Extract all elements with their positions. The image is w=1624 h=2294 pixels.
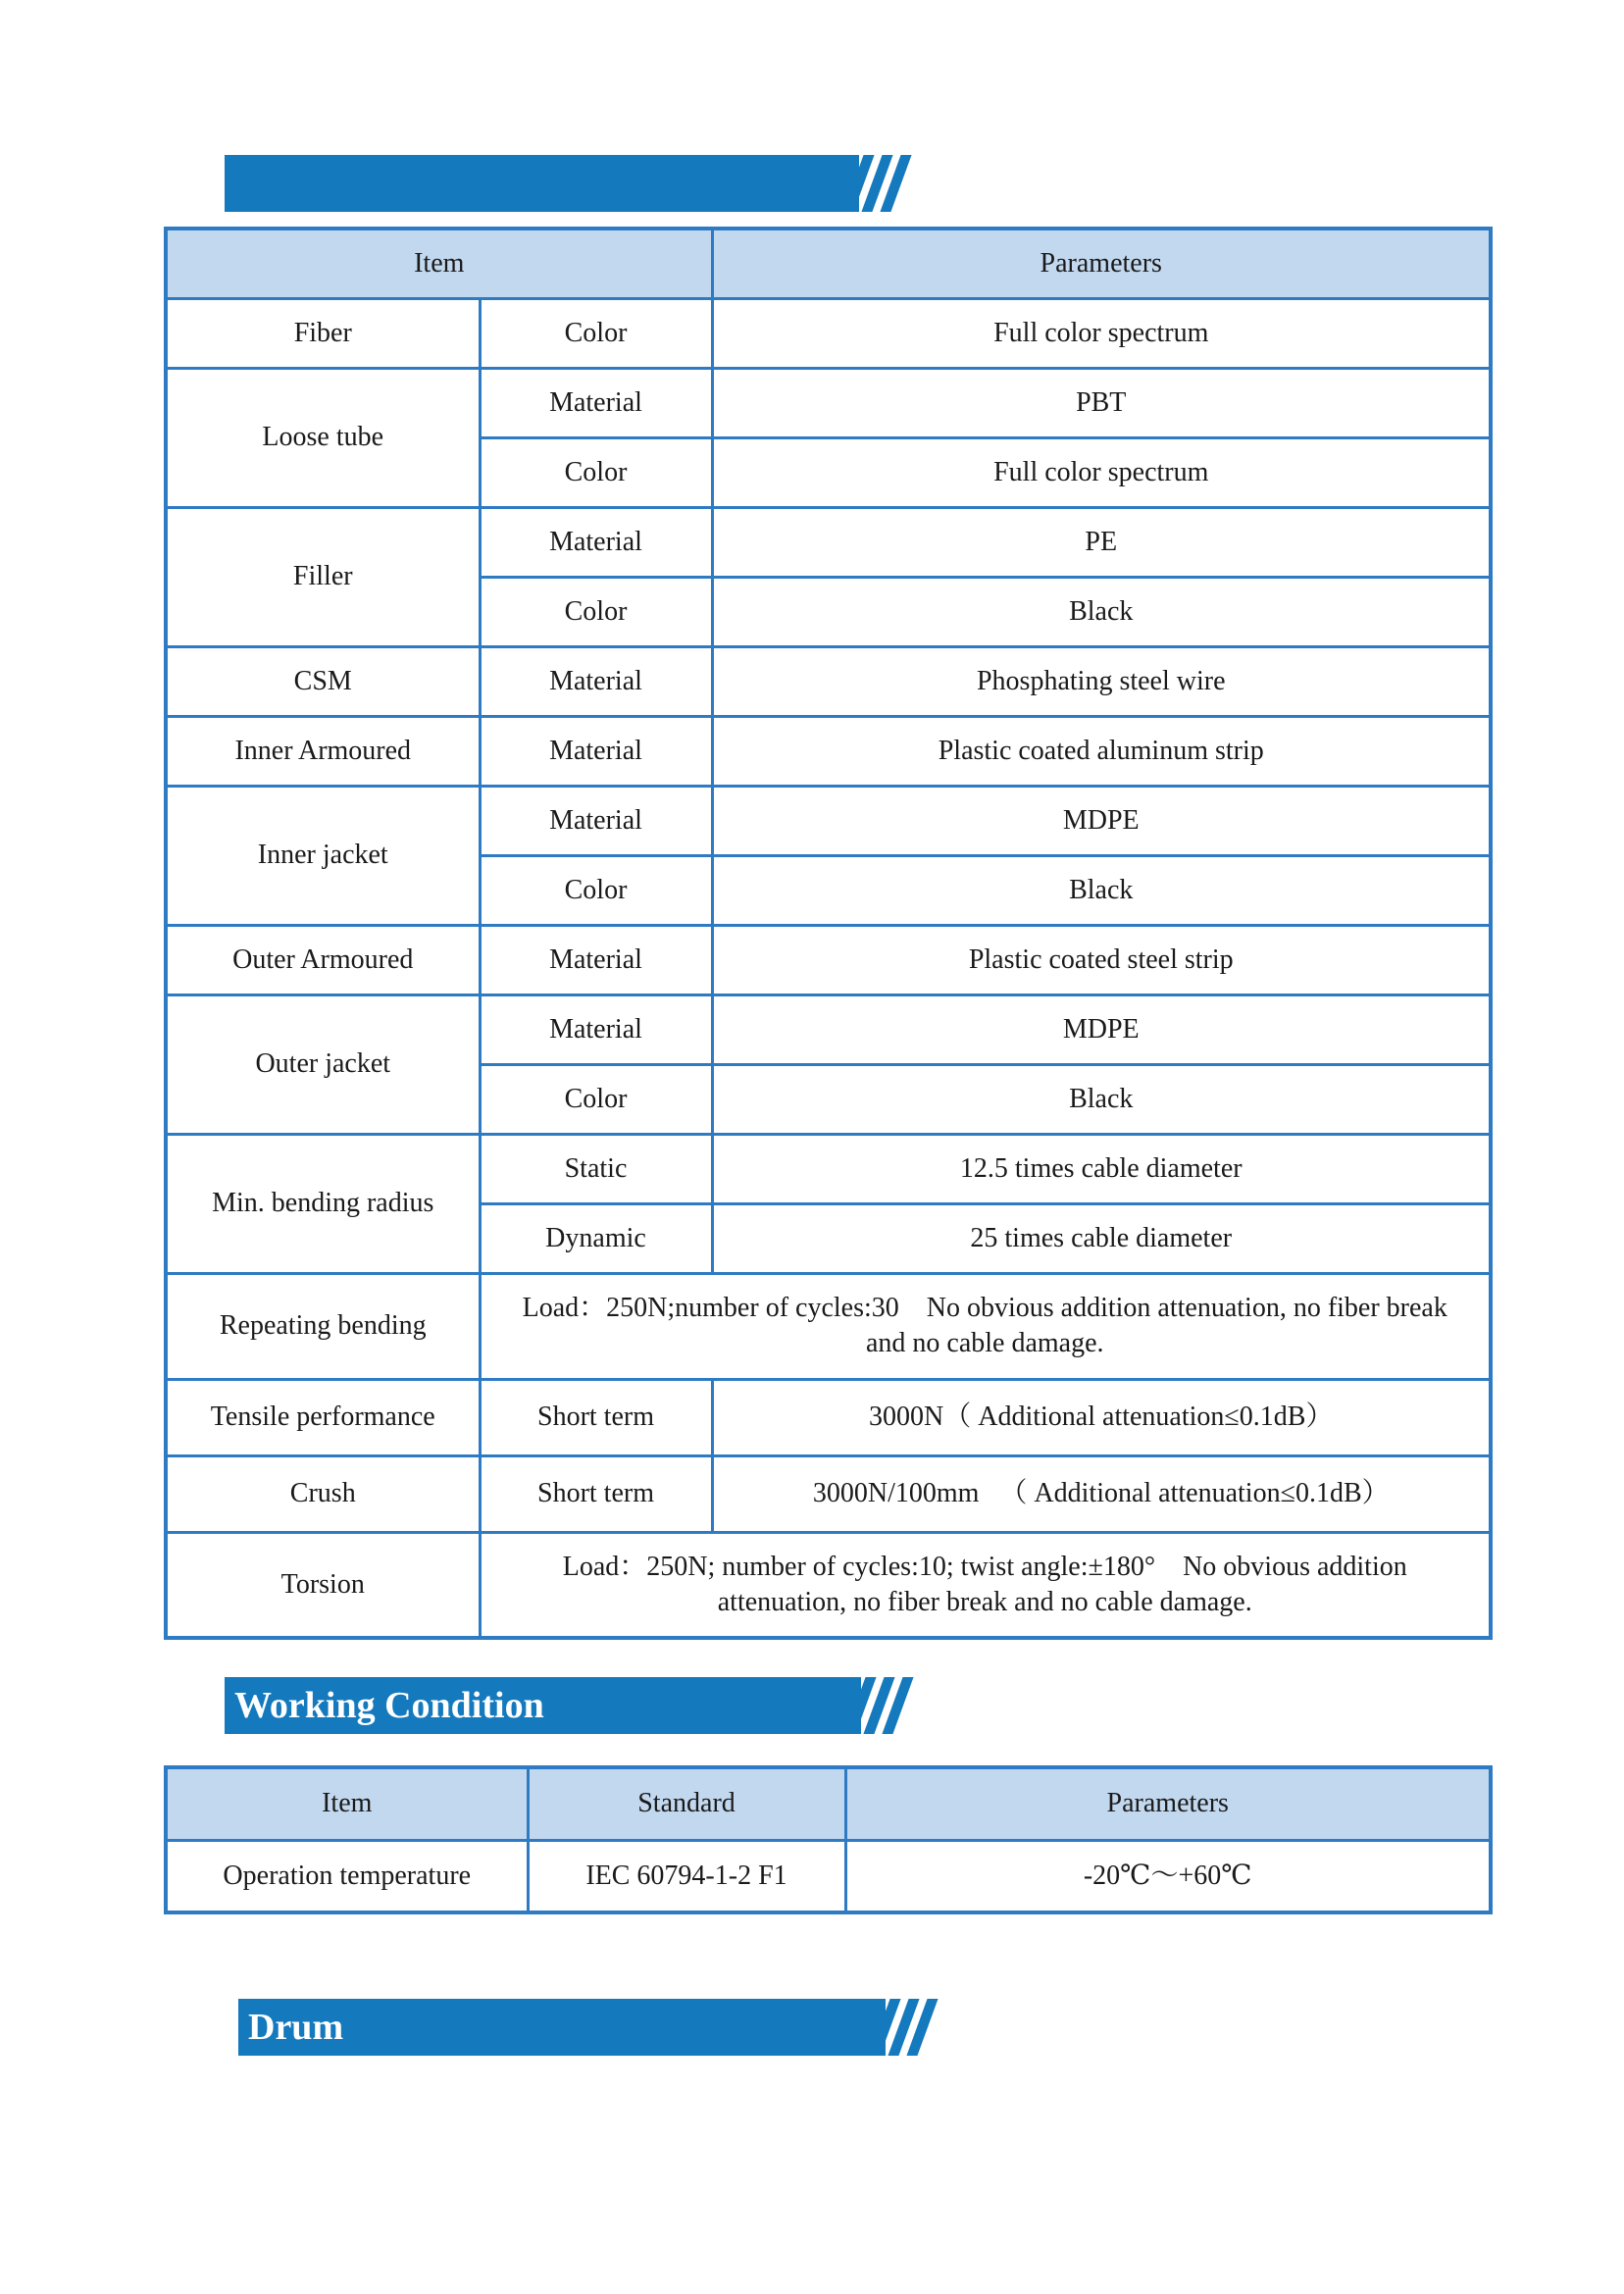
header-parameters: Parameters [712, 229, 1491, 298]
row-sub: Material [480, 368, 712, 437]
row-item: Fiber [166, 298, 480, 368]
row-sub: Material [480, 716, 712, 786]
row-value: PBT [712, 368, 1491, 437]
row-value: 3000N（ Additional attenuation≤0.1dB） [712, 1379, 1491, 1455]
row-item: CSM [166, 646, 480, 716]
row-value-line: Load：250N;number of cycles:30 No obvious addition attenuation, no fiber break [522, 1293, 1447, 1323]
row-item: Inner Armoured [166, 716, 480, 786]
row-sub: Static [480, 1134, 712, 1203]
row-value-line: and no cable damage. [865, 1328, 1104, 1358]
table-row [166, 1840, 1491, 1912]
row-value: Black [712, 855, 1491, 925]
row-sub: Color [480, 298, 712, 368]
row-item: Outer jacket [166, 994, 480, 1134]
table-row [166, 368, 1491, 437]
working-condition-table [164, 1765, 1493, 1914]
row-item: Outer Armoured [166, 925, 480, 994]
table-row [166, 298, 1491, 368]
header-item: Item [166, 1767, 528, 1840]
working-condition-banner [225, 1677, 905, 1734]
row-item: Repeating bending [166, 1273, 480, 1379]
row-sub: Color [480, 577, 712, 646]
table-row [166, 925, 1491, 994]
row-value: Full color spectrum [712, 298, 1491, 368]
table-row [166, 1273, 1491, 1379]
table-row [166, 716, 1491, 786]
row-value: Black [712, 1064, 1491, 1134]
row-item: Loose tube [166, 368, 480, 507]
row-value: Plastic coated aluminum strip [712, 716, 1491, 786]
table-row [166, 1455, 1491, 1532]
row-value: PE [712, 507, 1491, 577]
row-sub: Color [480, 437, 712, 507]
row-sub: Short term [480, 1379, 712, 1455]
row-value: MDPE [712, 786, 1491, 855]
section-banner-top [225, 155, 891, 212]
section-title: Drum [238, 1999, 886, 2056]
table-row [166, 507, 1491, 577]
row-sub: Material [480, 786, 712, 855]
table-row [166, 994, 1491, 1064]
row-sub: Color [480, 855, 712, 925]
row-value [480, 1273, 1491, 1379]
row-value: Plastic coated steel strip [712, 925, 1491, 994]
header-item: Item [166, 229, 712, 298]
row-item: Filler [166, 507, 480, 646]
row-value: Black [712, 577, 1491, 646]
row-value: MDPE [712, 994, 1491, 1064]
row-value-line: attenuation, no fiber break and no cable damage. [717, 1586, 1252, 1617]
row-sub: Material [480, 507, 712, 577]
table-row [166, 786, 1491, 855]
row-value: Phosphating steel wire [712, 646, 1491, 716]
drum-banner [238, 1999, 915, 2056]
header-parameters: Parameters [845, 1767, 1491, 1840]
row-sub: Material [480, 925, 712, 994]
row-value [480, 1532, 1491, 1638]
table-row [166, 1134, 1491, 1203]
row-item: Tensile performance [166, 1379, 480, 1455]
row-sub: Material [480, 994, 712, 1064]
row-value-line: Load：250N; number of cycles:10; twist angle:±180° No obvious addition [562, 1551, 1407, 1582]
row-sub: Dynamic [480, 1203, 712, 1273]
row-value: 12.5 times cable diameter [712, 1134, 1491, 1203]
row-item: Min. bending radius [166, 1134, 480, 1273]
row-sub: Color [480, 1064, 712, 1134]
row-item: Operation temperature [166, 1840, 528, 1912]
row-value: 25 times cable diameter [712, 1203, 1491, 1273]
row-item: Inner jacket [166, 786, 480, 925]
row-item: Torsion [166, 1532, 480, 1638]
row-sub: Short term [480, 1455, 712, 1532]
spec-table [164, 227, 1493, 1640]
row-value: 3000N/100mm （ Additional attenuation≤0.1dB） [712, 1455, 1491, 1532]
header-standard: Standard [528, 1767, 845, 1840]
row-parameters: -20℃～+60℃ [845, 1840, 1491, 1912]
banner-bar [225, 155, 859, 212]
row-item: Crush [166, 1455, 480, 1532]
section-title: Working Condition [225, 1677, 861, 1734]
table-row [166, 1379, 1491, 1455]
row-value: Full color spectrum [712, 437, 1491, 507]
table-header-row [166, 1767, 1491, 1840]
table-row [166, 1532, 1491, 1638]
table-row [166, 646, 1491, 716]
row-sub: Material [480, 646, 712, 716]
row-standard: IEC 60794-1-2 F1 [528, 1840, 845, 1912]
table-header-row [166, 229, 1491, 298]
